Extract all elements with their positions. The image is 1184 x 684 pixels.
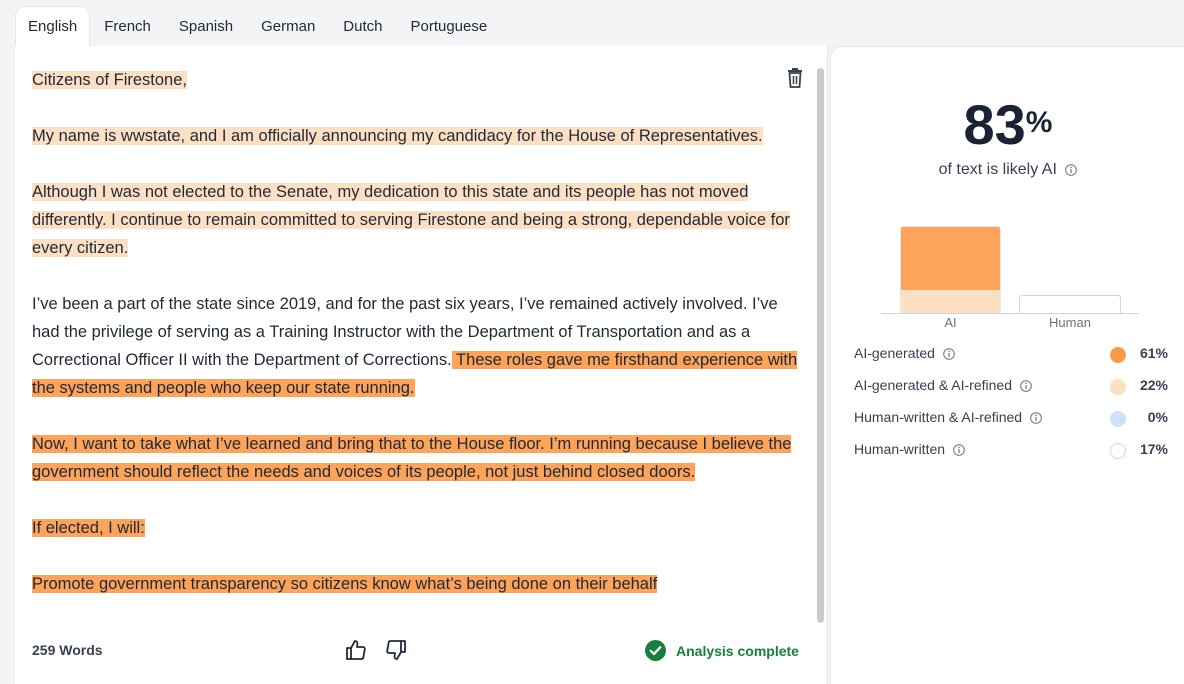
ai-human-bar-chart xyxy=(881,223,1139,333)
info-icon[interactable] xyxy=(1020,380,1032,392)
legend-item-human-ai-refined xyxy=(854,409,1168,441)
score-caption xyxy=(831,161,1184,179)
legend-label: Human-written & AI-refined xyxy=(854,409,1023,425)
legend-swatch xyxy=(1110,443,1126,459)
scrollbar[interactable] xyxy=(817,68,824,623)
analysis-status xyxy=(645,640,799,661)
legend-swatch xyxy=(1110,347,1126,363)
x-label-ai: AI xyxy=(944,315,957,330)
highlighted-segment: Although I was not elected to the Senate, my dedication to this state and its people has not moved differently. I continue to remain committed to serving Firestone and being a strong, dependable voice for every citizen. xyxy=(32,183,790,257)
results-panel xyxy=(830,46,1184,684)
word-count: 259 Words xyxy=(32,642,103,658)
legend-label: Human-written xyxy=(854,441,946,457)
highlighted-segment: Now, I want to take what I’ve learned and bring that to the House floor. I’m running because I believe the government should reflect the needs and voices of its people, not just behind closed doors. xyxy=(32,435,792,481)
text-paragraph xyxy=(32,122,802,150)
info-icon[interactable] xyxy=(953,444,965,456)
legend-value: 61% xyxy=(1139,345,1168,361)
bar-ai-generated-segment xyxy=(901,227,1000,290)
tab-french[interactable]: French xyxy=(104,18,151,35)
text-paragraph xyxy=(32,66,802,94)
info-icon[interactable] xyxy=(943,348,955,360)
trash-icon[interactable] xyxy=(787,68,803,88)
bar-ai-refined-segment xyxy=(901,290,1000,313)
thumbs-up-icon[interactable] xyxy=(344,638,368,662)
tab-german[interactable]: German xyxy=(261,18,316,35)
legend-label: AI-generated xyxy=(854,345,935,361)
highlighted-segment: These roles gave me firsthand experience with the systems and people who keep our state running. xyxy=(32,351,798,397)
legend-value: 0% xyxy=(1147,409,1168,425)
legend-swatch xyxy=(1110,411,1126,427)
status-text: Analysis complete xyxy=(676,642,799,659)
highlighted-segment: Promote government transparency so citizens know what’s being done on their behalf xyxy=(32,575,658,593)
text-paragraph xyxy=(32,290,802,402)
highlighted-segment: My name is wwstate, and I am officially announcing my candidacy for the House of Representatives. xyxy=(32,127,763,145)
score-unit: % xyxy=(1025,106,1053,139)
text-segment: I’ve been a part of the state since 2019, and for the past six years, I’ve remained actively involved. I’ve had the privilege of serving as a Training Instructor with the Department of Transportation and as a Correctional Officer II with the Department of Corrections. xyxy=(32,295,778,369)
ai-score xyxy=(831,95,1184,155)
info-icon[interactable] xyxy=(1065,164,1077,176)
legend-item-ai-generated xyxy=(854,345,1168,377)
tab-portuguese[interactable]: Portuguese xyxy=(410,18,488,35)
legend-value: 17% xyxy=(1139,441,1168,457)
chart-legend xyxy=(854,345,1168,473)
tab-english[interactable]: English xyxy=(15,6,90,47)
text-paragraph xyxy=(32,570,802,598)
legend-swatch xyxy=(1110,379,1126,395)
info-icon[interactable] xyxy=(1030,412,1042,424)
bar-human xyxy=(1019,295,1121,313)
text-editor xyxy=(15,46,828,684)
highlighted-segment: Citizens of Firestone, xyxy=(32,71,187,89)
legend-item-ai-refined xyxy=(854,377,1168,409)
check-circle-icon xyxy=(645,640,666,661)
legend-value: 22% xyxy=(1139,377,1168,393)
bar-ai xyxy=(900,226,1001,313)
highlighted-segment: If elected, I will: xyxy=(32,519,145,537)
language-tabs xyxy=(0,0,1184,47)
x-label-human: Human xyxy=(1049,315,1091,330)
chart-baseline xyxy=(881,313,1139,314)
editor-footer xyxy=(15,630,828,672)
score-caption-text: of text is likely AI xyxy=(938,161,1057,178)
tab-spanish[interactable]: Spanish xyxy=(178,18,234,35)
thumbs-down-icon[interactable] xyxy=(384,638,408,662)
text-paragraph xyxy=(32,430,802,486)
text-paragraph xyxy=(32,514,802,542)
score-value: 83 xyxy=(963,93,1026,156)
analyzed-text[interactable] xyxy=(32,66,802,622)
text-paragraph xyxy=(32,178,802,262)
tab-dutch[interactable]: Dutch xyxy=(343,18,383,35)
legend-item-human-written xyxy=(854,441,1168,473)
legend-label: AI-generated & AI-refined xyxy=(854,377,1012,393)
